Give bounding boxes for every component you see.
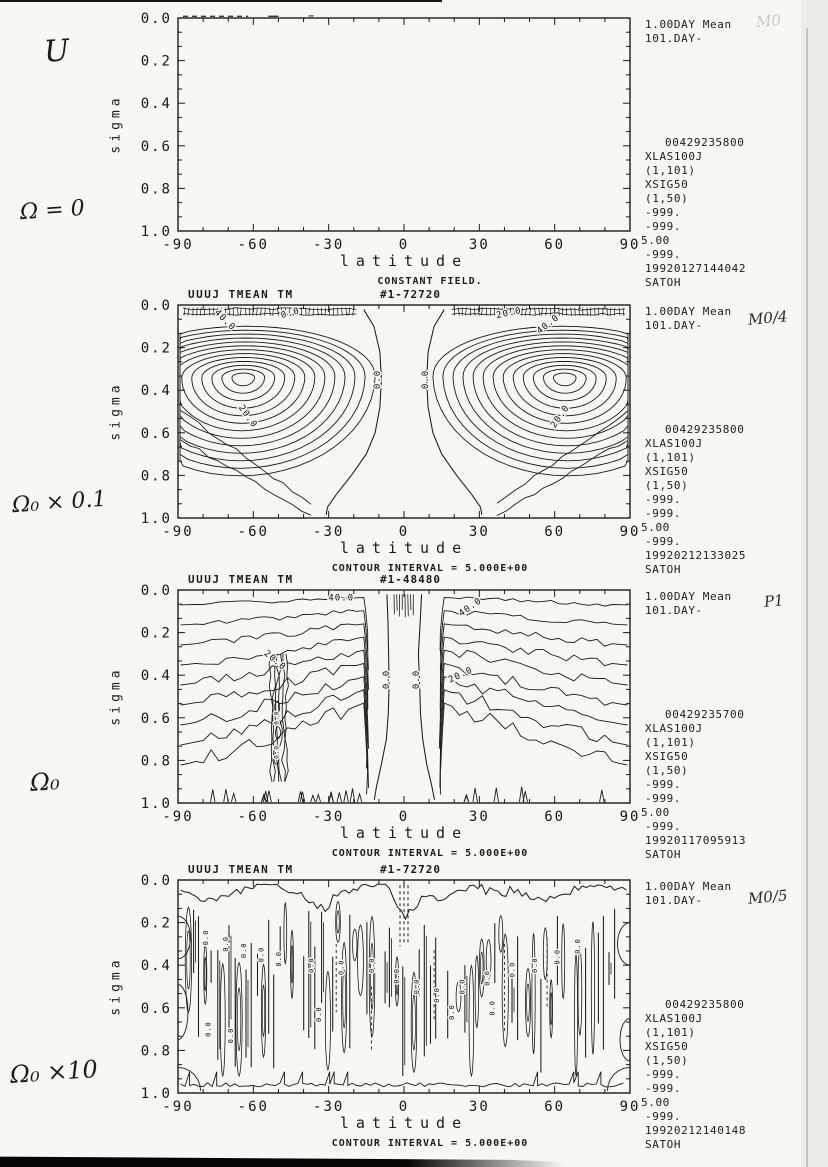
svg-text:-60: -60 — [237, 1099, 269, 1115]
svg-text:0.0: 0.0 — [412, 669, 423, 690]
x-axis-label: latitude — [339, 1114, 469, 1132]
side-text-line: SATOH — [645, 276, 682, 289]
side-text-line: (1,50) — [645, 764, 689, 777]
svg-text:0.0: 0.0 — [381, 669, 392, 690]
svg-text:0.0: 0.0 — [140, 12, 172, 27]
side-text-line: XSIG50 — [645, 750, 689, 763]
side-text-line: (1,50) — [645, 192, 689, 205]
side-text-line: SATOH — [645, 563, 682, 576]
handwritten-omega-x0p1: Ω₀ × 0.1 — [11, 486, 108, 519]
handwritten-note: P1 — [763, 591, 785, 611]
svg-text:0.0: 0.0 — [373, 369, 384, 390]
plot-caption: CONSTANT FIELD. — [377, 276, 483, 287]
side-text-line: -999. — [645, 1068, 682, 1081]
svg-text:0.4: 0.4 — [140, 958, 172, 975]
svg-text:0.4: 0.4 — [140, 383, 172, 400]
svg-text:0.0: 0.0 — [553, 948, 562, 965]
plot-title-left: UUUJ TMEAN TM — [188, 573, 294, 586]
svg-text:90: 90 — [619, 524, 641, 540]
svg-text:0.0: 0.0 — [420, 369, 431, 390]
svg-text:0.0: 0.0 — [279, 306, 302, 321]
svg-text:90: 90 — [619, 809, 641, 825]
svg-text:0.0: 0.0 — [202, 929, 211, 946]
side-text-line: -999. — [645, 1082, 682, 1095]
svg-text:40.0: 40.0 — [211, 307, 238, 334]
y-axis-label: sigma — [108, 381, 124, 441]
contour-panel-omega-zero — [0, 0, 828, 305]
handwritten-omega0: Ω₀ — [29, 767, 61, 797]
side-text-line: 19920127144042 — [645, 262, 747, 275]
y-axis-label: sigma — [108, 956, 124, 1016]
side-text-line: 19920212133025 — [645, 549, 747, 562]
side-text-line: -999. — [645, 220, 682, 233]
plot-caption: CONTOUR INTERVAL = 5.000E+00 — [331, 1138, 529, 1149]
side-text-line: (1,50) — [645, 1054, 689, 1067]
side-text-line: SATOH — [645, 848, 682, 861]
side-text-line: 101.DAY- — [645, 32, 703, 45]
side-text-line: 101.DAY- — [645, 604, 703, 617]
side-text-line: XSIG50 — [645, 465, 689, 478]
x-axis-label: latitude — [339, 252, 469, 270]
y-axis-label: sigma — [108, 94, 124, 154]
svg-text:0.0: 0.0 — [483, 970, 492, 986]
side-text-line: XSIG50 — [645, 1040, 689, 1053]
side-text-line: 1.00DAY Mean — [645, 18, 732, 31]
contour-panel-omega-x0p1 — [0, 287, 828, 592]
svg-text:0.2: 0.2 — [140, 625, 172, 642]
svg-text:-60: -60 — [237, 524, 269, 540]
svg-text:0.0: 0.0 — [573, 938, 582, 954]
svg-text:-90: -90 — [162, 809, 194, 825]
svg-text:0.0: 0.0 — [227, 1027, 236, 1044]
svg-text:-30: -30 — [313, 237, 345, 253]
plot-caption: CONTOUR INTERVAL = 5.000E+00 — [331, 563, 529, 574]
side-text-line: (1,101) — [645, 1026, 696, 1039]
side-text-line: -999. — [645, 792, 682, 805]
svg-text:0.0: 0.0 — [337, 959, 346, 976]
side-text-line: 19920117095913 — [645, 834, 747, 847]
svg-text:30: 30 — [468, 237, 490, 253]
svg-text:0.8: 0.8 — [140, 1043, 172, 1060]
side-text-line: (1,50) — [645, 479, 689, 492]
side-text-line: 5.00 — [641, 234, 670, 247]
svg-text:0.6: 0.6 — [140, 425, 172, 442]
side-text-line: -999. — [645, 493, 682, 506]
side-text-line: 5.00 — [641, 1096, 670, 1109]
svg-text:-30: -30 — [313, 1099, 345, 1115]
plot-side-text — [641, 874, 825, 1159]
contour-plot — [140, 584, 650, 834]
plot-frame-number: #1-72720 — [380, 863, 441, 876]
side-text-line: 19920212140148 — [645, 1124, 747, 1137]
svg-text:-90: -90 — [162, 237, 194, 253]
side-text-line: XLAS100J — [645, 437, 703, 450]
svg-text:60: 60 — [544, 237, 566, 253]
svg-text:60: 60 — [544, 524, 566, 540]
side-text-line: XLAS100J — [645, 150, 703, 163]
svg-text:0.0: 0.0 — [273, 744, 281, 759]
svg-text:90: 90 — [619, 237, 641, 253]
svg-text:20.0: 20.0 — [495, 306, 523, 322]
side-text-line: -999. — [645, 820, 682, 833]
svg-text:20.0: 20.0 — [261, 648, 288, 673]
plot-side-text — [641, 584, 825, 869]
contour-panel-omega-x10 — [0, 862, 828, 1167]
svg-text:0.2: 0.2 — [140, 915, 172, 932]
side-text-line: -999. — [645, 535, 682, 548]
svg-text:0.0: 0.0 — [140, 584, 172, 599]
svg-text:0.8: 0.8 — [140, 468, 172, 485]
y-axis-label: sigma — [108, 666, 124, 726]
svg-text:60: 60 — [544, 809, 566, 825]
side-text-line: 00429235800 — [665, 423, 745, 436]
svg-text:60: 60 — [544, 1099, 566, 1115]
side-text-line: 5.00 — [641, 806, 670, 819]
x-axis-label: latitude — [339, 824, 469, 842]
svg-text:1.0: 1.0 — [140, 1086, 172, 1102]
svg-text:0: 0 — [398, 237, 410, 253]
side-text-line: -999. — [645, 778, 682, 791]
svg-text:20.0: 20.0 — [235, 403, 259, 431]
svg-text:0: 0 — [398, 809, 410, 825]
svg-text:0.0: 0.0 — [315, 1006, 324, 1023]
plot-caption: CONTOUR INTERVAL = 5.000E+00 — [331, 848, 529, 859]
svg-text:0.6: 0.6 — [140, 1000, 172, 1017]
side-text-line: (1,101) — [645, 451, 696, 464]
contour-plot — [140, 12, 650, 262]
svg-text:30: 30 — [468, 809, 490, 825]
svg-text:0.8: 0.8 — [140, 181, 172, 198]
svg-text:0.0: 0.0 — [458, 978, 467, 995]
side-text-line: 00429235800 — [665, 136, 745, 149]
handwritten-note: M0/4 — [747, 307, 789, 329]
side-text-line: -999. — [645, 1110, 682, 1123]
plot-side-text — [641, 12, 825, 297]
svg-text:0.0: 0.0 — [140, 874, 172, 889]
side-text-line: SATOH — [645, 1138, 682, 1151]
contour-plot — [140, 874, 650, 1124]
svg-text:-90: -90 — [162, 524, 194, 540]
svg-text:40.0: 40.0 — [535, 312, 562, 337]
svg-text:0.0: 0.0 — [531, 957, 540, 974]
svg-text:20.0: 20.0 — [447, 665, 475, 686]
svg-text:-60: -60 — [237, 809, 269, 825]
svg-text:0.6: 0.6 — [140, 138, 172, 155]
svg-text:0.6: 0.6 — [140, 710, 172, 727]
svg-text:1.0: 1.0 — [140, 224, 172, 240]
svg-text:0.0: 0.0 — [307, 957, 316, 974]
svg-text:0.0: 0.0 — [508, 961, 517, 978]
side-text-line: 1.00DAY Mean — [645, 880, 732, 893]
svg-text:0.0: 0.0 — [239, 942, 248, 959]
svg-text:0.4: 0.4 — [140, 668, 172, 685]
svg-text:-30: -30 — [313, 809, 345, 825]
svg-text:90: 90 — [619, 1099, 641, 1115]
svg-text:0: 0 — [398, 524, 410, 540]
side-text-line: 101.DAY- — [645, 319, 703, 332]
svg-text:30: 30 — [468, 524, 490, 540]
svg-text:0.0: 0.0 — [488, 999, 497, 1016]
svg-text:20.0: 20.0 — [549, 403, 573, 431]
x-axis-label: latitude — [339, 539, 469, 557]
contour-plot — [140, 299, 650, 549]
side-text-line: 00429235700 — [665, 708, 745, 721]
side-text-line: 00429235800 — [665, 998, 745, 1011]
svg-text:0.0: 0.0 — [273, 710, 281, 725]
svg-text:-60: -60 — [237, 237, 269, 253]
side-text-line: (1,101) — [645, 736, 696, 749]
plot-frame-number: #1-72720 — [380, 288, 441, 301]
plot-frame-number: #1-48480 — [380, 573, 441, 586]
svg-text:-90: -90 — [162, 1099, 194, 1115]
handwritten-note: M0/5 — [747, 886, 789, 908]
svg-text:0.0: 0.0 — [275, 950, 283, 967]
svg-text:40.0: 40.0 — [457, 596, 485, 620]
plot-title-left: UUUJ TMEAN TM — [188, 863, 294, 876]
svg-text:0.8: 0.8 — [140, 753, 172, 770]
side-text-line: 101.DAY- — [645, 894, 703, 907]
svg-text:-30: -30 — [313, 524, 345, 540]
svg-text:0.2: 0.2 — [140, 53, 172, 70]
svg-text:0.0: 0.0 — [448, 1004, 457, 1020]
side-text-line: XLAS100J — [645, 722, 703, 735]
plot-title-left: UUUJ TMEAN TM — [188, 288, 294, 301]
svg-text:0.0: 0.0 — [257, 946, 266, 963]
handwritten-variable-u: U — [42, 33, 71, 70]
handwritten-omega-x10: Ω₀ ×10 — [9, 1054, 99, 1090]
side-text-line: 1.00DAY Mean — [645, 305, 732, 318]
side-text-line: XLAS100J — [645, 1012, 703, 1025]
svg-text:40.0: 40.0 — [328, 593, 355, 604]
svg-text:0.0: 0.0 — [367, 957, 376, 974]
svg-text:1.0: 1.0 — [140, 511, 172, 527]
side-text-line: -999. — [645, 206, 682, 219]
side-text-line: -999. — [645, 507, 682, 520]
svg-text:1.0: 1.0 — [140, 796, 172, 812]
svg-text:0.0: 0.0 — [204, 1021, 213, 1037]
side-text-line: 1.00DAY Mean — [645, 590, 732, 603]
handwritten-omega-zero: Ω = 0 — [19, 195, 86, 226]
plot-side-text — [641, 299, 825, 584]
svg-text:0.0: 0.0 — [222, 936, 231, 952]
side-text-line: -999. — [645, 248, 682, 261]
svg-text:0.0: 0.0 — [413, 978, 422, 995]
side-text-line: (1,101) — [645, 164, 696, 177]
svg-text:0.2: 0.2 — [140, 340, 172, 357]
svg-text:0.0: 0.0 — [433, 987, 442, 1003]
handwritten-note: M0 — [755, 10, 782, 32]
svg-text:0: 0 — [398, 1099, 410, 1115]
svg-text:30: 30 — [468, 1099, 490, 1115]
contour-panel-omega0 — [0, 572, 828, 877]
svg-text:0.4: 0.4 — [140, 96, 172, 113]
svg-text:0.0: 0.0 — [140, 299, 172, 314]
side-text-line: 5.00 — [641, 521, 670, 534]
svg-text:0.0: 0.0 — [393, 968, 401, 984]
side-text-line: XSIG50 — [645, 178, 689, 191]
